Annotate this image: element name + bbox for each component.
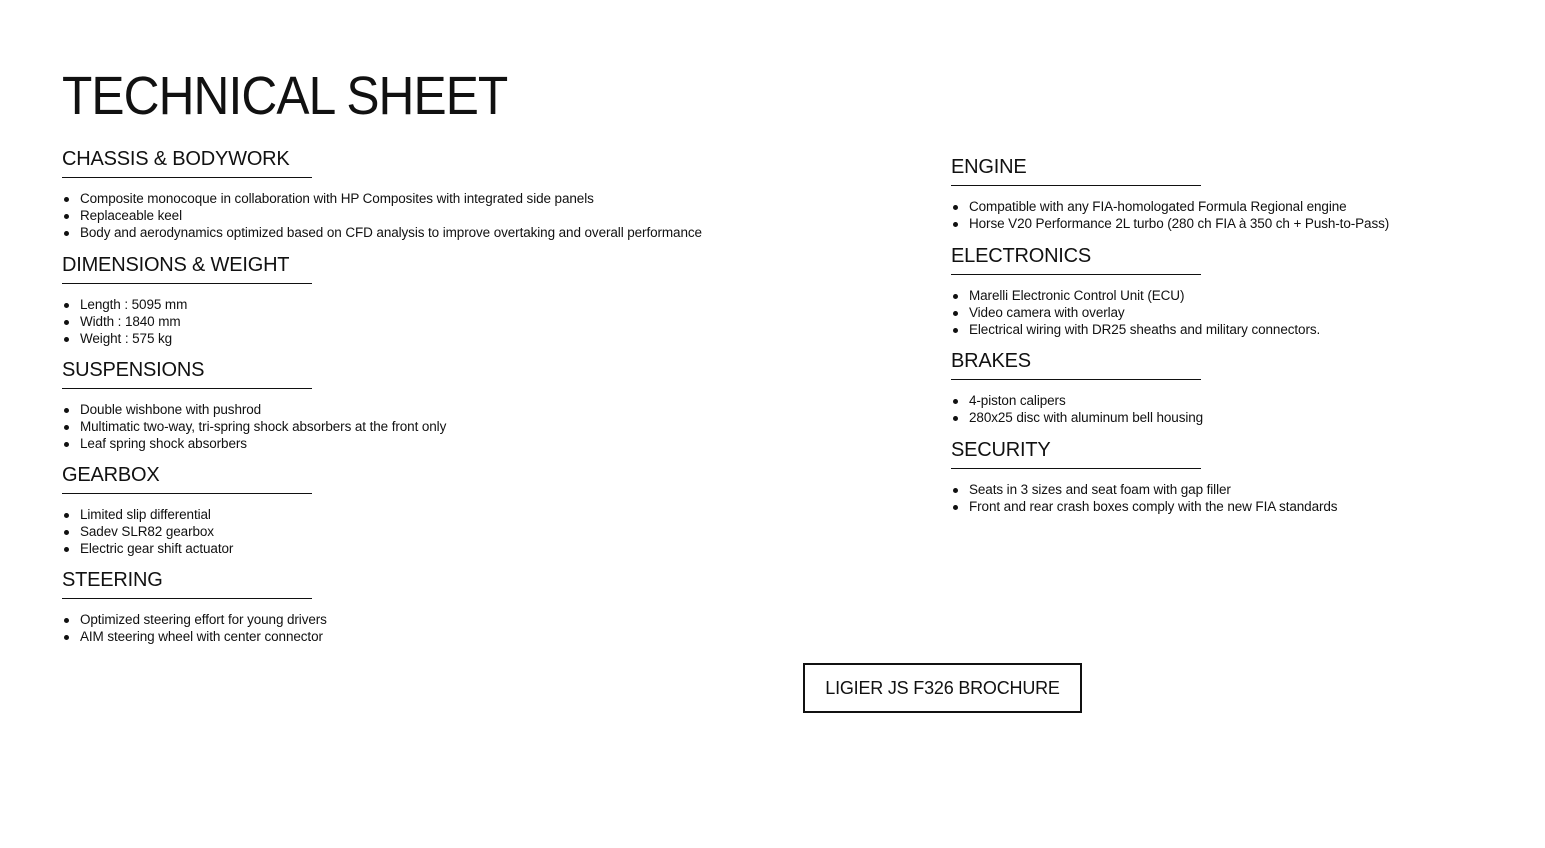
section-heading: SECURITY	[951, 438, 1201, 469]
section-list	[951, 287, 1320, 338]
list-item: Optimized steering effort for young drivers	[62, 611, 327, 628]
list-item: Seats in 3 sizes and seat foam with gap filler	[951, 481, 1337, 498]
list-item: Marelli Electronic Control Unit (ECU)	[951, 287, 1320, 304]
list-item: Length : 5095 mm	[62, 296, 312, 313]
list-item: AIM steering wheel with center connector	[62, 628, 327, 645]
section-list	[62, 190, 702, 241]
section-suspensions	[62, 358, 446, 452]
section-heading: CHASSIS & BODYWORK	[62, 147, 312, 178]
section-heading: BRAKES	[951, 349, 1201, 380]
section-list	[951, 481, 1337, 515]
section-list	[62, 611, 327, 645]
brochure-download-button[interactable]: LIGIER JS F326 BROCHURE	[803, 663, 1082, 713]
list-item: Limited slip differential	[62, 506, 312, 523]
section-heading: STEERING	[62, 568, 312, 599]
section-heading: SUSPENSIONS	[62, 358, 312, 389]
section-heading: DIMENSIONS & WEIGHT	[62, 253, 312, 284]
section-list	[62, 506, 312, 557]
section-gearbox	[62, 463, 312, 557]
section-heading: ENGINE	[951, 155, 1201, 186]
section-engine	[951, 155, 1389, 232]
section-dimensions-weight	[62, 253, 312, 347]
list-item: Front and rear crash boxes comply with the new FIA standards	[951, 498, 1337, 515]
section-list	[951, 392, 1203, 426]
list-item: Video camera with overlay	[951, 304, 1320, 321]
section-chassis-bodywork	[62, 147, 702, 241]
list-item: Electrical wiring with DR25 sheaths and military connectors.	[951, 321, 1320, 338]
section-security	[951, 438, 1337, 515]
list-item: Width : 1840 mm	[62, 313, 312, 330]
section-list	[62, 296, 312, 347]
list-item: Double wishbone with pushrod	[62, 401, 446, 418]
section-electronics	[951, 244, 1320, 338]
section-list	[62, 401, 446, 452]
list-item: Body and aerodynamics optimized based on CFD analysis to improve overtaking and overall performance	[62, 224, 702, 241]
list-item: Multimatic two-way, tri-spring shock absorbers at the front only	[62, 418, 446, 435]
list-item: Sadev SLR82 gearbox	[62, 523, 312, 540]
list-item: Electric gear shift actuator	[62, 540, 312, 557]
list-item: 4-piston calipers	[951, 392, 1203, 409]
section-heading: ELECTRONICS	[951, 244, 1201, 275]
list-item: Composite monocoque in collaboration with HP Composites with integrated side panels	[62, 190, 702, 207]
section-list	[951, 198, 1389, 232]
list-item: Compatible with any FIA-homologated Formula Regional engine	[951, 198, 1389, 215]
page-title: TECHNICAL SHEET	[62, 66, 508, 126]
list-item: Leaf spring shock absorbers	[62, 435, 446, 452]
section-steering	[62, 568, 327, 645]
section-heading: GEARBOX	[62, 463, 312, 494]
list-item: Horse V20 Performance 2L turbo (280 ch FIA à 350 ch + Push-to-Pass)	[951, 215, 1389, 232]
list-item: Replaceable keel	[62, 207, 702, 224]
list-item: Weight : 575 kg	[62, 330, 312, 347]
list-item: 280x25 disc with aluminum bell housing	[951, 409, 1203, 426]
section-brakes	[951, 349, 1203, 426]
